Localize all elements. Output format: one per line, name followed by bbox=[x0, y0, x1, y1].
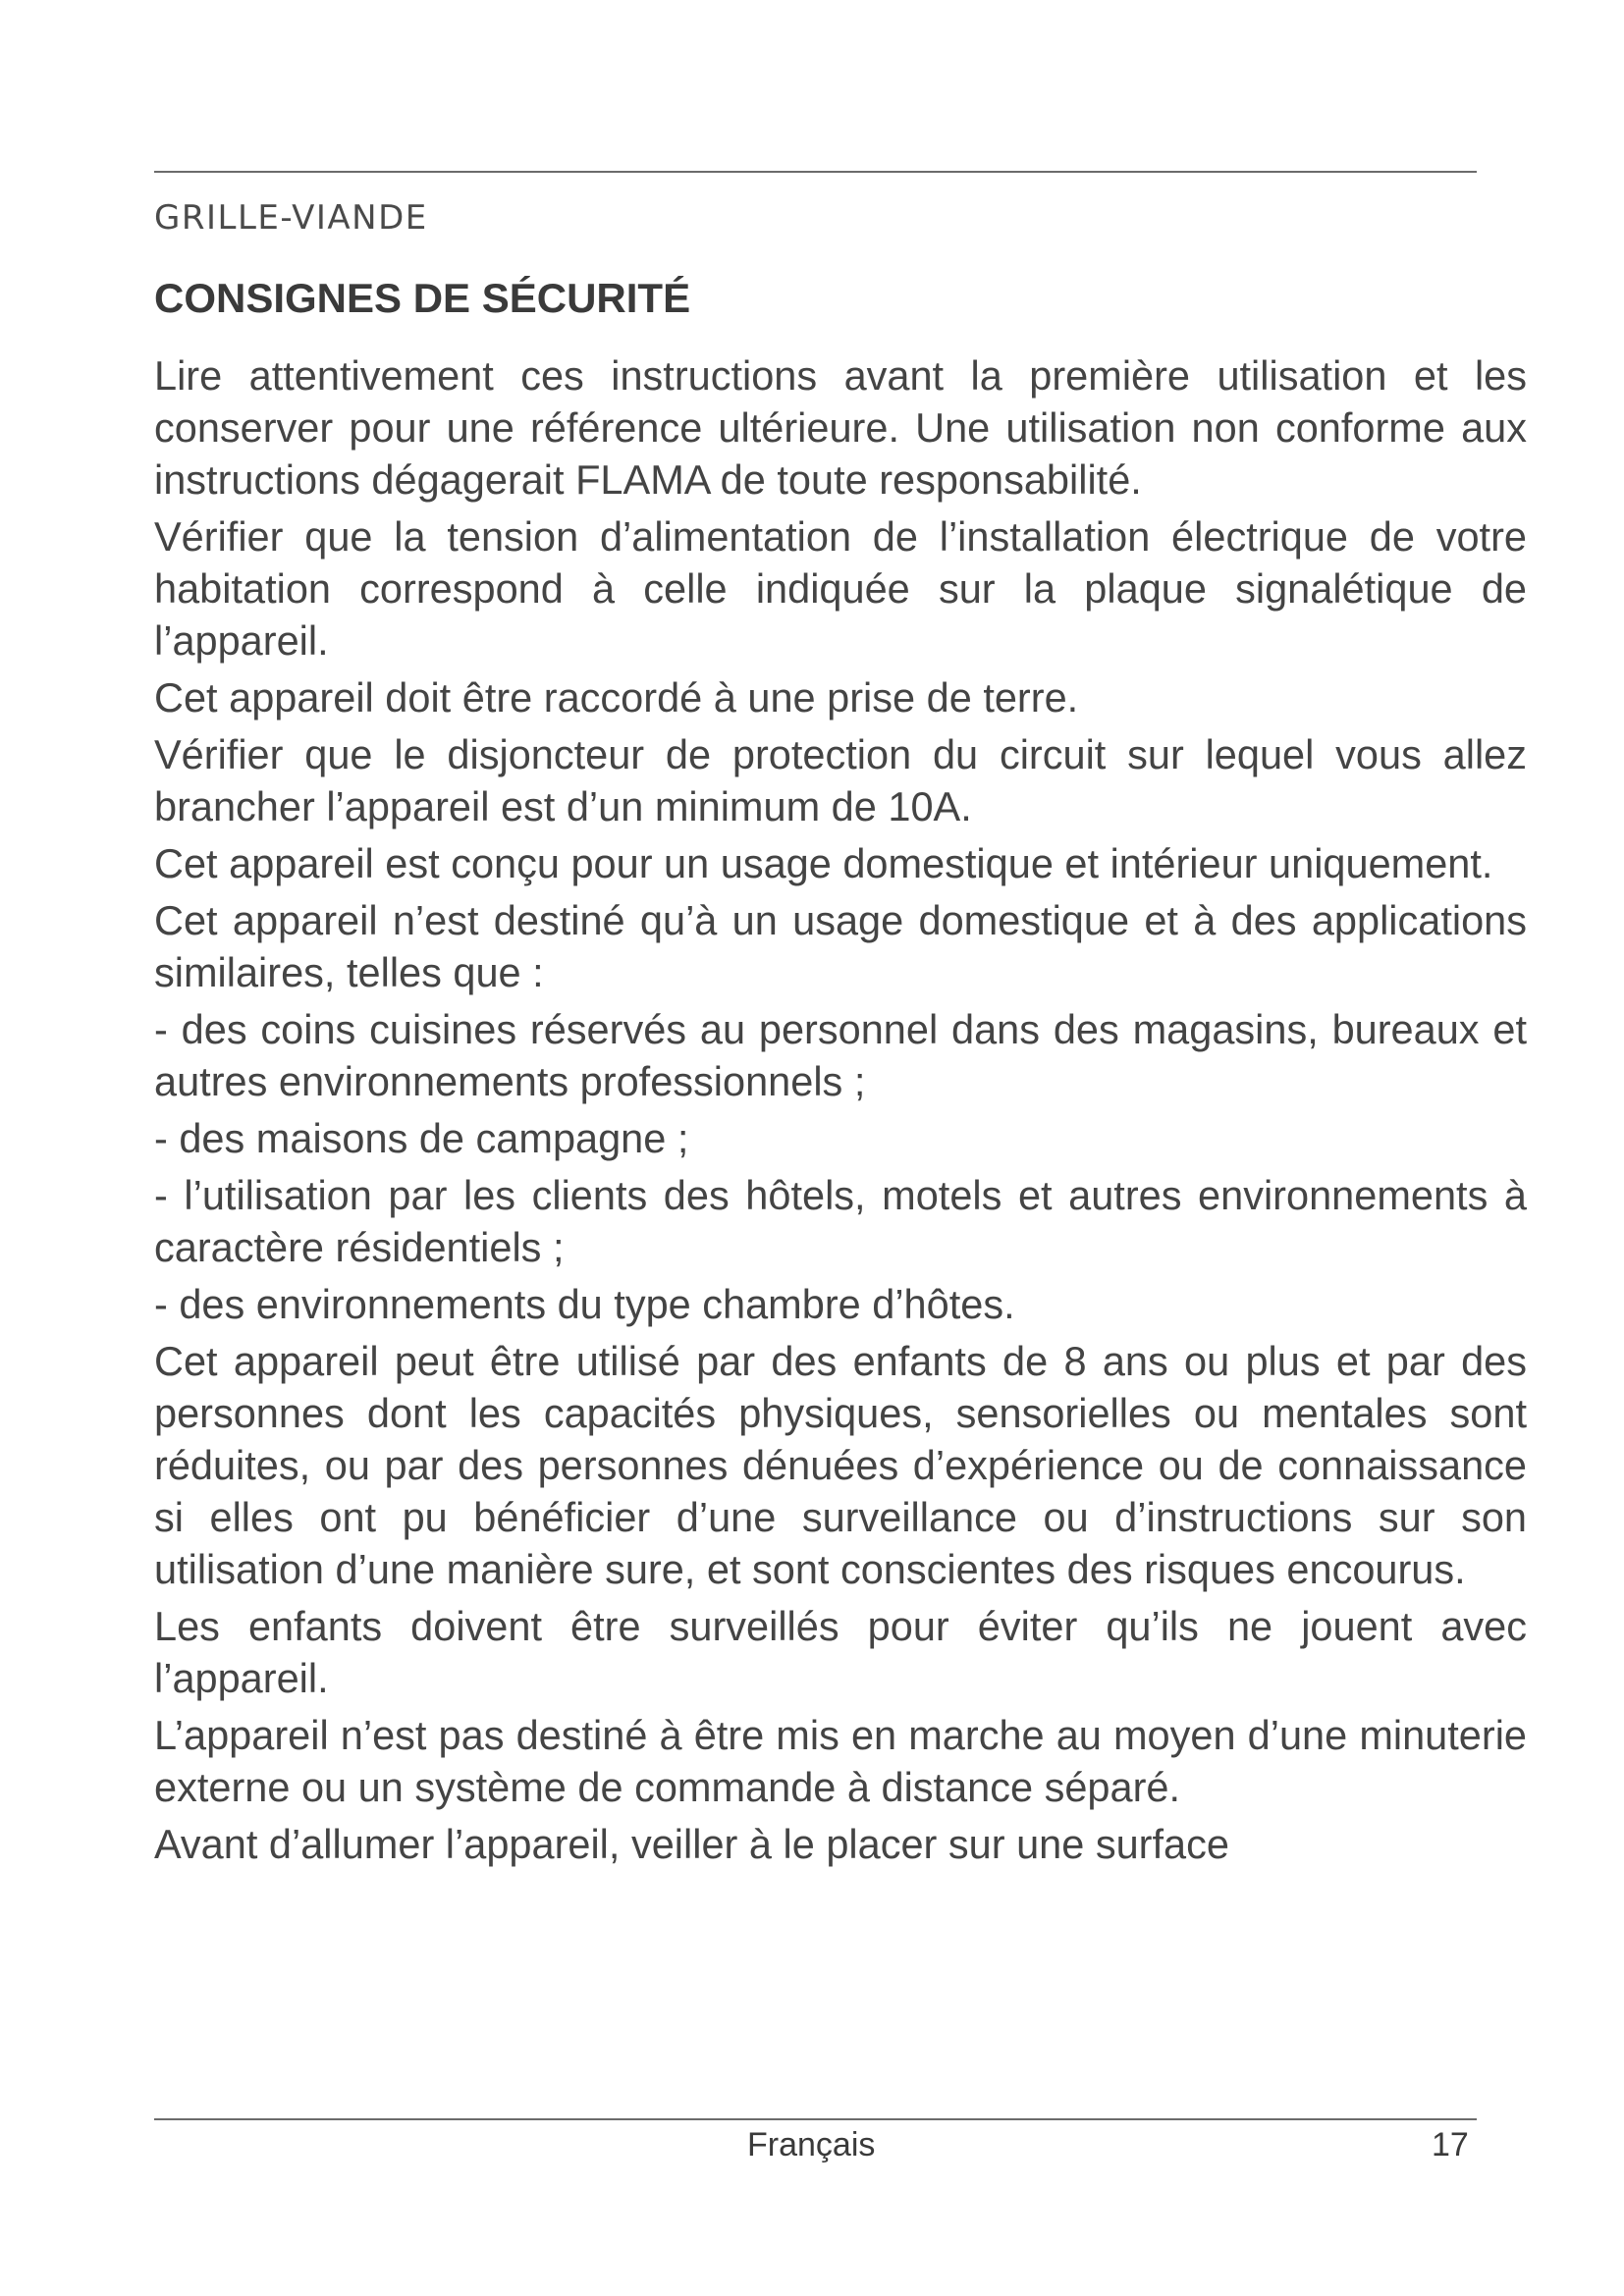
paragraph-similar-applications: Cet appareil n’est destiné qu’à un usage domestique et à des applications similaires, telles que : bbox=[154, 897, 1527, 995]
list-item-hotel-clients: - l’utilisation par les clients des hôtels, motels et autres environnements à caractère résidentiels ; bbox=[154, 1172, 1527, 1270]
section-title: CONSIGNES DE SÉCURITÉ bbox=[154, 275, 691, 321]
paragraph-read-instructions: Lire attentivement ces instructions avant la première utilisation et les conserver pour une référence ultérieure. Une utilisation non conforme aux instructions dégagerait FLAMA de toute responsabilité. bbox=[154, 352, 1527, 503]
paragraph-children-supervision: Les enfants doivent être surveillés pour éviter qu’ils ne jouent avec l’appareil. bbox=[154, 1603, 1527, 1701]
list-item-farm-houses: - des maisons de campagne ; bbox=[154, 1115, 689, 1161]
product-title: GRILLE-VIANDE bbox=[154, 198, 428, 238]
list-item-bed-and-breakfast: - des environnements du type chambre d’hôtes. bbox=[154, 1281, 1015, 1327]
page-number: 17 bbox=[1432, 2126, 1469, 2163]
paragraph-external-timer: L’appareil n’est pas destiné à être mis en marche au moyen d’une minuterie externe ou un système de commande à distance séparé. bbox=[154, 1712, 1527, 1810]
paragraph-earth-connection: Cet appareil doit être raccordé à une prise de terre. bbox=[154, 674, 1079, 721]
paragraph-domestic-use: Cet appareil est conçu pour un usage domestique et intérieur uniquement. bbox=[154, 840, 1493, 886]
paragraph-placement: Avant d’allumer l’appareil, veiller à le placer sur une surface bbox=[154, 1821, 1229, 1867]
header-divider bbox=[154, 171, 1477, 173]
paragraph-voltage-check: Vérifier que la tension d’alimentation de l’installation électrique de votre habitation correspond à celle indiquée sur la plaque signalétique de l’appareil. bbox=[154, 513, 1527, 664]
list-item-staff-kitchens: - des coins cuisines réservés au personnel dans des magasins, bureaux et autres environnements professionnels ; bbox=[154, 1006, 1527, 1104]
footer-language: Français bbox=[747, 2126, 876, 2163]
paragraph-children-and-reduced-capacities: Cet appareil peut être utilisé par des enfants de 8 ans ou plus et par des personnes dont les capacités physiques, sensorielles ou mentales sont réduites, ou par des personnes dénuées d’expérience ou de connaissance si elles ont pu bénéficier d’une surveillance ou d’instructions sur son utilisation d’une manière sure, et sont conscientes des risques encourus. bbox=[154, 1338, 1527, 1592]
paragraph-circuit-breaker: Vérifier que le disjoncteur de protection du circuit sur lequel vous allez brancher l’appareil est d’un minimum de 10A. bbox=[154, 731, 1527, 829]
body-text bbox=[154, 349, 1527, 1875]
footer-divider bbox=[154, 2118, 1477, 2120]
